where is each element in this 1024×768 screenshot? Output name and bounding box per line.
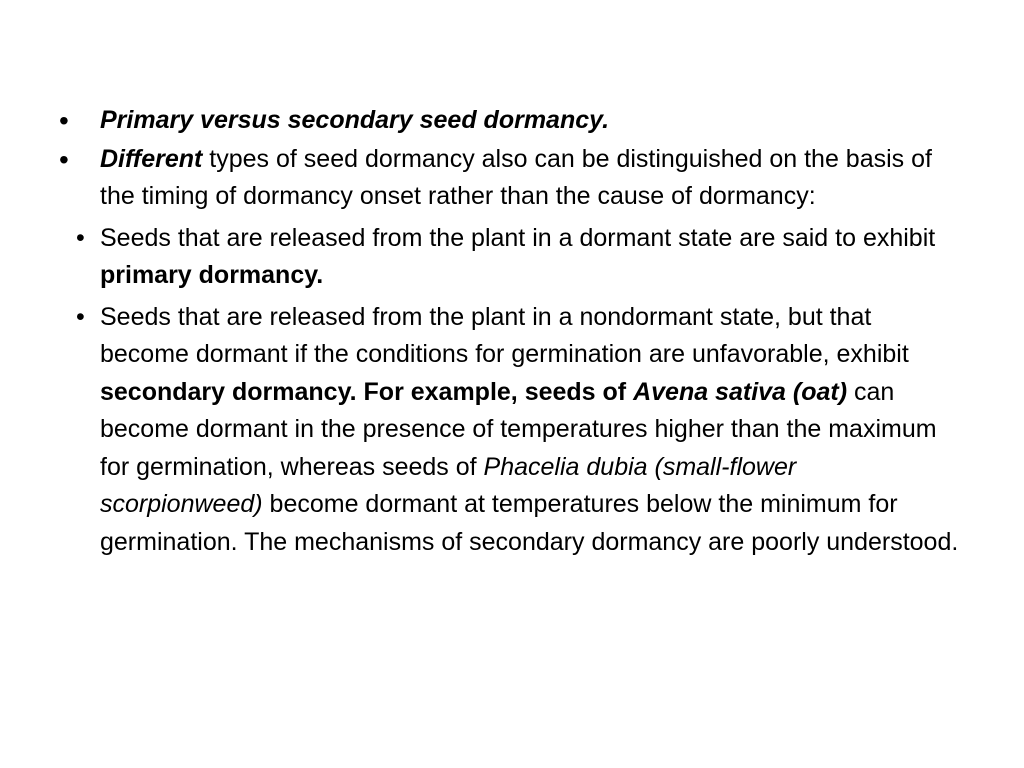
bullet-icon: • <box>59 105 69 136</box>
text-segment: secondary dormancy. For example, seeds of <box>100 377 634 406</box>
text-segment: Seeds that are released from the plant in a nondormant state, but that become dormant if the conditions for germination are unfavorable, exhibit <box>100 302 909 368</box>
bullet-icon: • <box>76 302 85 331</box>
sub-bullet-item-secondary-dormancy <box>0 299 960 562</box>
text-segment: Phacelia dubia (small-flower scorpionweed) <box>100 452 797 518</box>
bullet-text <box>100 145 932 211</box>
bullet-text <box>100 224 935 290</box>
bullet-item-primary-vs-secondary <box>0 102 960 140</box>
text-segment: Avena sativa (oat) <box>633 377 848 406</box>
text-segment: become dormant at temperatures below the minimum for germination. The mechanisms of secondary dormancy are poorly understood. <box>100 490 959 556</box>
bullet-text <box>100 106 609 134</box>
text-segment: Seeds that are released from the plant in a dormant state are said to exhibit <box>100 223 936 252</box>
text-segment: types of seed dormancy also can be distinguished on the basis of the timing of dormancy onset rather than the cause of dormancy: <box>100 144 932 210</box>
bullet-text <box>100 303 958 556</box>
bullet-item-different-types <box>0 141 960 216</box>
bullet-icon: • <box>59 143 69 175</box>
text-segment: can become dormant in the presence of temperatures higher than the maximum for germination, whereas seeds of <box>100 377 937 481</box>
text-segment: Different <box>100 144 203 173</box>
text-segment: primary dormancy. <box>100 261 324 289</box>
bullet-icon: • <box>76 223 85 252</box>
text-segment: Primary versus secondary seed dormancy. <box>100 106 610 134</box>
slide-content <box>0 102 1024 561</box>
sub-bullet-item-primary-dormancy <box>0 220 960 295</box>
